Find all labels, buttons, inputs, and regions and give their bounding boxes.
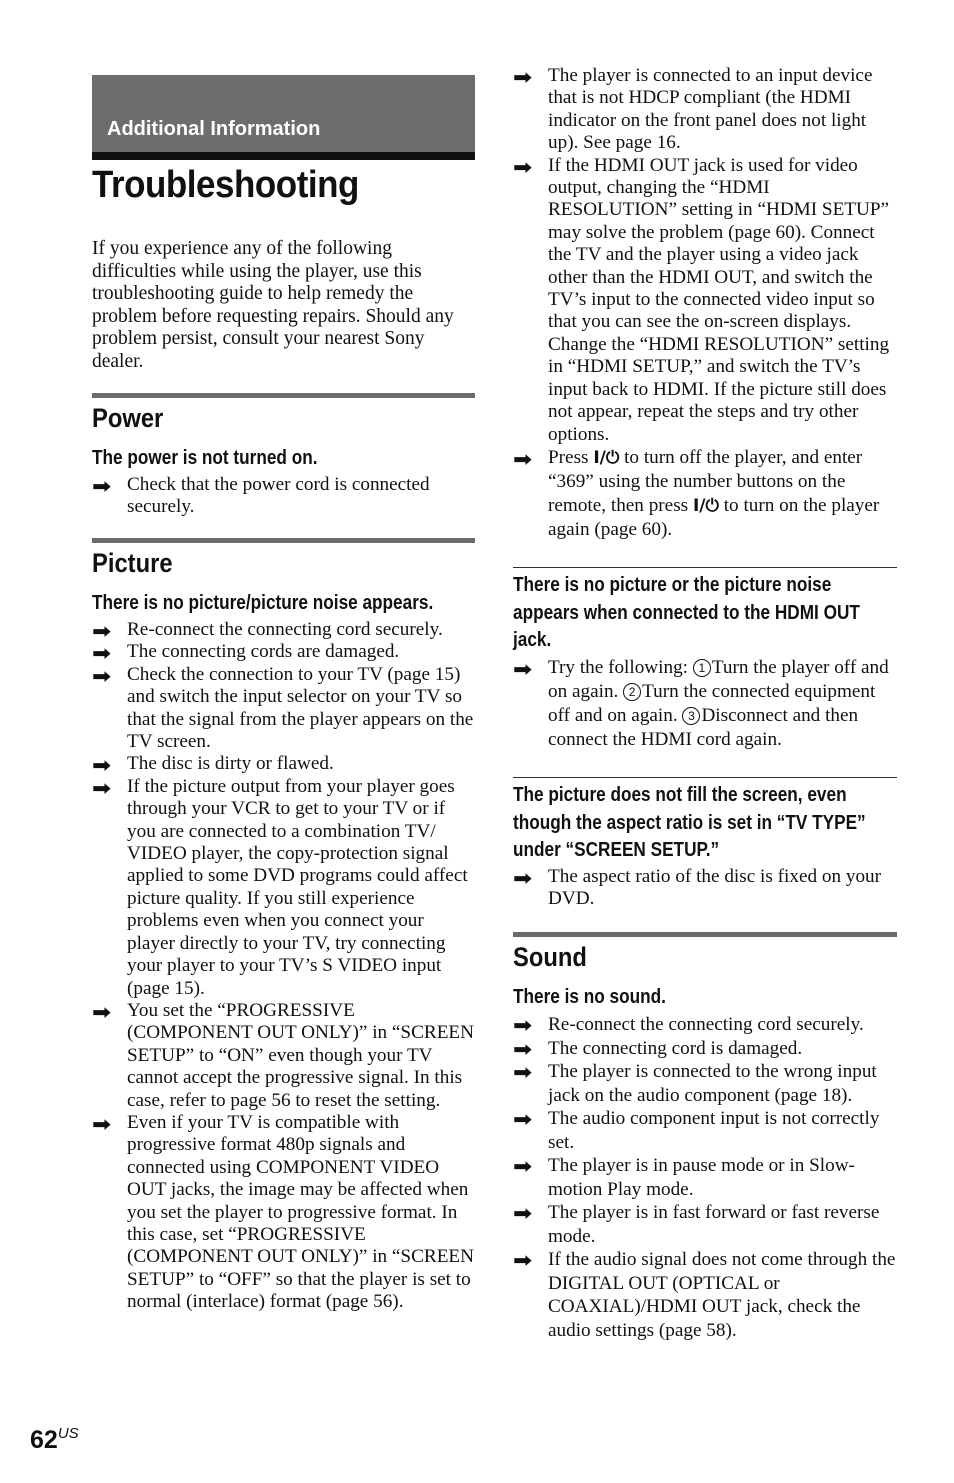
list-item: ➡ The audio component input is not correctly set. bbox=[513, 1107, 880, 1153]
list-item: ➡ Re-connect the connecting cord securely. bbox=[92, 619, 443, 643]
arrow-icon: ➡ bbox=[513, 1060, 533, 1084]
arrow-icon: ➡ bbox=[92, 641, 112, 666]
heading-sound: Sound bbox=[513, 932, 897, 975]
heading-picture: Picture bbox=[92, 538, 475, 581]
list-item: ➡ Check that the power cord is connected securely. bbox=[92, 474, 430, 518]
power-button-icon: I/⏻ bbox=[692, 495, 719, 516]
hdmi-solutions bbox=[513, 656, 897, 752]
list-item: ➡ Even if your TV is compatible with progressive format 480p signals and connected using COMPONENT VIDEO OUT jacks, the image may be affected when you set the player to progressive format. In this case, set “PROGRESSIVE (COMPONENT OUT ONLY)” in “SCREEN SETUP” to “OFF” so that the player is set to normal (interlace) format (page 56). bbox=[92, 1111, 474, 1313]
list-item: ➡ The player is in pause mode or in Slow-motion Play mode. bbox=[513, 1154, 855, 1200]
list-item: ➡ If the HDMI OUT jack is used for video output, changing the “HDMI RESOLUTION” setting in “HDMI SETUP” may solve the problem (page 60). Connect the TV and the player using a video jack other than the HDMI OUT, and switch the TV’s input to the connected video input so that you can see the on-screen displays. Change the “HDMI RESOLUTION” setting in “HDMI SETUP,” and switch the TV’s input back to HDMI. If the picture still does not appear, repeat the steps and try other options. bbox=[513, 154, 890, 445]
step-2-icon: 2 bbox=[623, 683, 641, 701]
issue-power-not-on: The power is not turned on. bbox=[92, 447, 318, 469]
arrow-icon: ➡ bbox=[513, 1154, 533, 1178]
list-item: ➡ The connecting cord is damaged. bbox=[513, 1036, 803, 1061]
power-button-icon: I/⏻ bbox=[593, 447, 620, 468]
issue-no-picture: There is no picture/picture noise appears. bbox=[92, 592, 434, 614]
issue-picture-not-fill: The picture does not fill the screen, even though the aspect ratio is set in “TV TYPE” under “SCREEN SETUP.” bbox=[513, 777, 897, 865]
arrow-icon: ➡ bbox=[513, 1107, 533, 1131]
power-solutions bbox=[92, 474, 475, 519]
list-item: ➡ The player is connected to the wrong input jack on the audio component (page 18). bbox=[513, 1060, 877, 1106]
step-3-icon: 3 bbox=[682, 707, 700, 725]
list-item: ➡ Try the following: 1 Turn the player off and on again. 2 Turn the connected equipment off and on again. 3 Disconnect and then connect the HDMI cord again. bbox=[513, 657, 889, 750]
list-item: ➡ Check the connection to your TV (page 15) and switch the input selector on your TV so that the signal from the player appears on the TV screen. bbox=[92, 663, 474, 753]
list-item: ➡ Re-connect the connecting cord securely. bbox=[513, 1013, 864, 1037]
arrow-icon: ➡ bbox=[92, 775, 112, 800]
intro-paragraph: If you experience any of the following difficulties while using the player, use this troubleshooting guide to help remedy the problem before requesting repairs. Should any problem persist, consult your nearest Sony dealer. bbox=[92, 238, 454, 372]
section-tab-label: Additional Information bbox=[107, 118, 321, 140]
list-item: ➡ The aspect ratio of the disc is fixed on your DVD. bbox=[513, 866, 882, 910]
list-item: ➡ The connecting cords are damaged. bbox=[92, 641, 400, 666]
sound-solutions bbox=[513, 1013, 897, 1342]
page-number: $62^{US}$ bbox=[30, 1425, 79, 1454]
arrow-icon: ➡ bbox=[92, 753, 112, 778]
arrow-icon: ➡ bbox=[92, 999, 112, 1024]
arrow-icon: ➡ bbox=[92, 474, 112, 498]
arrow-icon: ➡ bbox=[513, 1036, 533, 1061]
list-item: ➡ The disc is dirty or flawed. bbox=[92, 753, 334, 778]
picture-solutions-continued bbox=[513, 65, 897, 542]
picture-solutions bbox=[92, 619, 475, 1314]
arrow-icon: ➡ bbox=[513, 1201, 533, 1225]
arrow-icon: ➡ bbox=[92, 619, 112, 643]
list-item: ➡ You set the “PROGRESSIVE (COMPONENT OUT ONLY)” in “SCREEN SETUP” to “ON” even though your TV cannot accept the progressive signal. In this case, refer to page 56 to reset the setting. bbox=[92, 999, 474, 1111]
heading-power: Power bbox=[92, 393, 475, 436]
arrow-icon: ➡ bbox=[92, 663, 112, 688]
arrow-icon: ➡ bbox=[513, 866, 533, 890]
list-item: ➡ Press I/⏻ to turn off the player, and enter “369” using the number buttons on the remote, then press I/⏻ to turn on the player again (page 60). bbox=[513, 446, 880, 540]
arrow-icon: ➡ bbox=[513, 65, 533, 89]
fill-solutions bbox=[513, 866, 897, 911]
list-item: ➡ The player is connected to an input device that is not HDCP compliant (the HDMI indicator on the front panel does not light up). See page 16. bbox=[513, 65, 873, 154]
page-title: Troubleshooting bbox=[92, 164, 359, 206]
step-1-icon: 1 bbox=[693, 659, 711, 677]
list-item: ➡ If the audio signal does not come through the DIGITAL OUT (OPTICAL or COAXIAL)/HDMI OUT jack, check the audio settings (page 58). bbox=[513, 1248, 896, 1341]
issue-no-sound: There is no sound. bbox=[513, 986, 666, 1008]
arrow-icon: ➡ bbox=[513, 446, 533, 471]
arrow-icon: ➡ bbox=[513, 1248, 533, 1272]
arrow-icon: ➡ bbox=[513, 154, 533, 179]
arrow-icon: ➡ bbox=[92, 1111, 112, 1136]
arrow-icon: ➡ bbox=[513, 1013, 533, 1037]
section-tab-rule bbox=[92, 152, 475, 160]
list-item: ➡ If the picture output from your player goes through your VCR to get to your TV or if you are connected to a combination TV/ VIDEO player, the copy-protection signal applied to some DVD programs could affect picture quality. If you still experience problems even when you connect your player directly to your TV, try connecting your player to your TV’s S VIDEO input (page 15). bbox=[92, 775, 468, 999]
list-item: ➡ The player is in fast forward or fast reverse mode. bbox=[513, 1201, 880, 1247]
issue-hdmi-no-picture: There is no picture or the picture noise appears when connected to the HDMI OUT jack. bbox=[513, 567, 897, 655]
arrow-icon: ➡ bbox=[513, 657, 533, 681]
